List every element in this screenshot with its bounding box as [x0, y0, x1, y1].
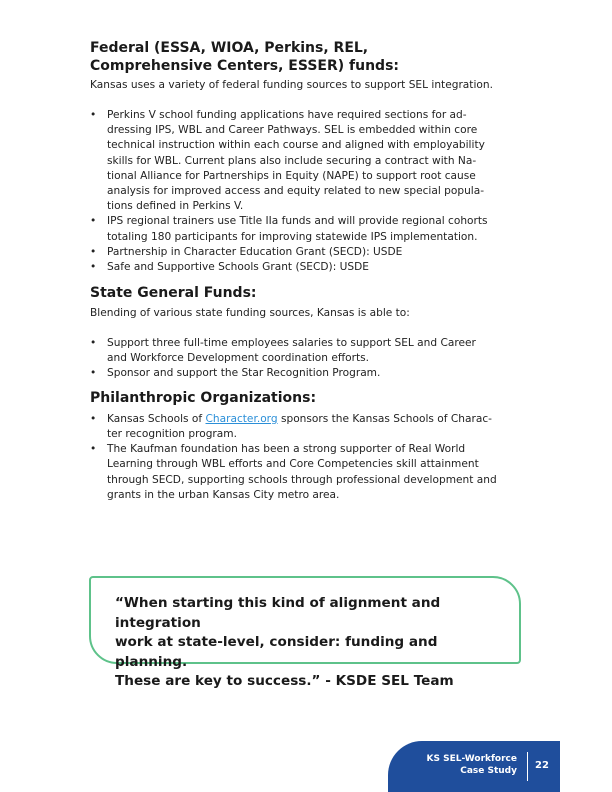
footer-divider: [527, 752, 528, 781]
main-content: [90, 40, 530, 503]
state-heading: State General Funds:: [90, 285, 257, 302]
state-intro: Blending of various state funding sources, Kansas is able to:: [90, 306, 410, 319]
list-item: • IPS regional trainers use Title IIa funds and will provide regional cohorts totaling 180 participants for improving statewide IPS implementation.: [90, 215, 488, 243]
federal-heading: Federal (ESSA, WIOA, Perkins, REL, Comprehensive Centers, ESSER) funds:: [90, 40, 400, 74]
list-item: • Sponsor and support the Star Recognition Program.: [90, 367, 381, 380]
page-number: 22: [535, 760, 549, 771]
philanthropic-list: [90, 412, 530, 503]
footer-label: KS SEL-Workforce Case Study: [426, 754, 517, 776]
list-item: • The Kaufman foundation has been a strong supporter of Real World Learning through WBL efforts and Core Competencies skill attainment through SECD, supporting schools through professional development and grants in the urban Kansas City metro area.: [90, 443, 497, 501]
federal-section: [90, 40, 530, 275]
philanthropic-heading: Philanthropic Organizations:: [90, 390, 317, 407]
character-org-link[interactable]: Character.org: [205, 412, 278, 425]
list-item: • Perkins V school funding applications have required sections for ad- dressing IPS, WBL and Career Pathways. SEL is embedded within core technical instruction within each course and aligned with employability skills for WBL. Current plans also include securing a contract with Na- tional Alliance for Partnerships in Equity (NAPE) to support root cause analysis for improved access and equity related to new special popula- tions defined in Perkins V.: [90, 109, 485, 213]
federal-intro: Kansas uses a variety of federal funding sources to support SEL integration.: [90, 79, 493, 91]
philanthropic-section: [90, 390, 530, 503]
quote-box: [89, 576, 521, 689]
list-item: • Support three full-time employees salaries to support SEL and Career and Workforce Development coordination efforts.: [90, 336, 476, 364]
footer-tab: [388, 741, 560, 792]
quote-text: “When starting this kind of alignment and integration work at state-level, consider: funding and planning. These are key to success.” - KSDE SEL Team: [115, 595, 454, 689]
list-item: • Kansas Schools of Character.org sponsors the Kansas Schools of Charac- ter recognition program.: [90, 412, 492, 441]
list-item: • Safe and Supportive Schools Grant (SECD): USDE: [90, 261, 369, 274]
federal-list: [90, 108, 530, 275]
state-section: [90, 285, 530, 381]
list-item: • Partnership in Character Education Grant (SECD): USDE: [90, 245, 403, 258]
state-list: [90, 336, 530, 382]
